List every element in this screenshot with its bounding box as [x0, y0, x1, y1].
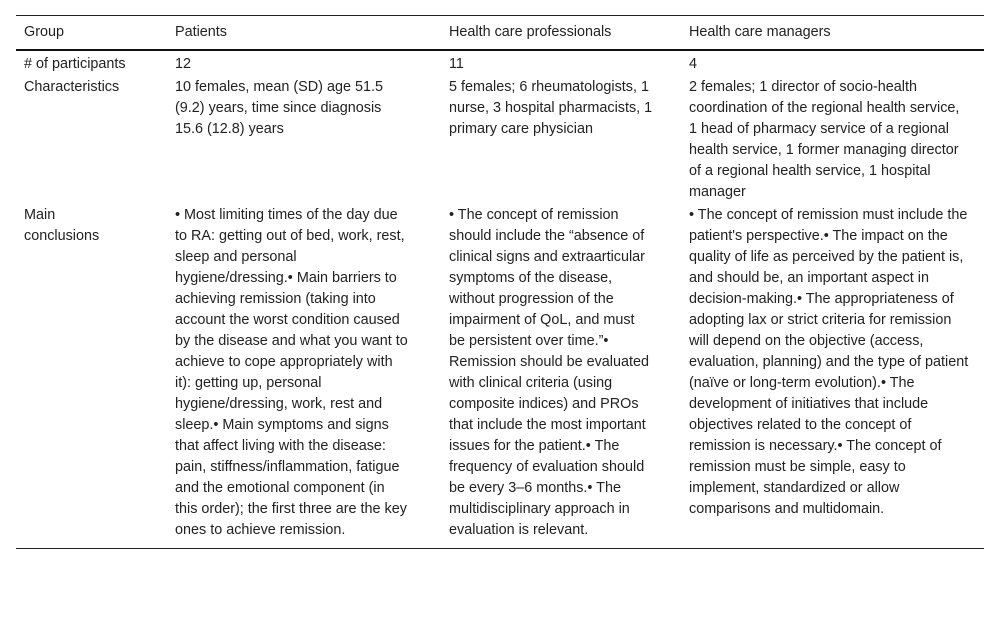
header-managers: Health care managers	[689, 24, 831, 40]
cell-professionals: 11	[449, 56, 464, 72]
row-label: Characteristics	[24, 79, 120, 95]
table-row	[16, 204, 984, 549]
row-label: # of participants	[24, 56, 126, 72]
row-label: Main conclusions	[24, 207, 100, 244]
table-row	[16, 50, 984, 76]
stakeholder-table	[16, 15, 984, 549]
cell-patients: 10 females, mean (SD) age 51.5 (9.2) years, time since diagnosis 15.6 (12.8) years	[175, 79, 383, 137]
cell-managers: • The concept of remission must include the patient's perspective.• The impact on the quality of life as perceived by the patient is, and should be, an important aspect in decision-making.• The appropriateness of adopting lax or strict criteria for remission will depend on the objective (access, evaluation, planning) and the type of patient (naïve or long-term evolution).• The development of initiatives that include objectives related to the concept of remission is necessary.• The concept of remission must be simple, easy to implement, standardized or allow comparisons and multidomain.	[689, 207, 969, 517]
header-patients: Patients	[175, 24, 227, 40]
cell-managers: 2 females; 1 director of socio-health coordination of the regional health service, 1 head of pharmacy service of a regional health service, 1 former managing director of a regional health service, 1 hospital manager	[689, 79, 960, 200]
cell-professionals: 5 females; 6 rheumatologists, 1 nurse, 3 hospital pharmacists, 1 primary care physician	[449, 79, 653, 137]
header-row	[16, 16, 984, 51]
header-professionals: Health care professionals	[449, 24, 612, 40]
cell-managers: 4	[689, 56, 698, 72]
cell-patients: 12	[175, 56, 192, 72]
table-row	[16, 76, 984, 204]
cell-professionals: • The concept of remission should include the “absence of clinical signs and extraarticular symptoms of the disease, without progression of the impairment of QoL, and must be persistent over time.”• Remission should be evaluated with clinical criteria (using composite indices) and PROs that include the most important issues for the patient.• The frequency of evaluation should be every 3–6 months.• The multidisciplinary approach in evaluation is relevant.	[449, 207, 649, 538]
header-group: Group	[24, 24, 64, 40]
cell-patients: • Most limiting times of the day due to RA: getting out of bed, work, rest, sleep and personal hygiene/dressing.• Main barriers to achieving remission (taking into account the worst condition caused by the disease and what you want to achieve to cope appropriately with it): getting up, personal hygiene/dressing, work, rest and sleep.• Main symptoms and signs that affect living with the disease: pain, stiffness/inflammation, fatigue and the emotional component (in this order); the first three are the key ones to achieve remission.	[175, 207, 408, 538]
